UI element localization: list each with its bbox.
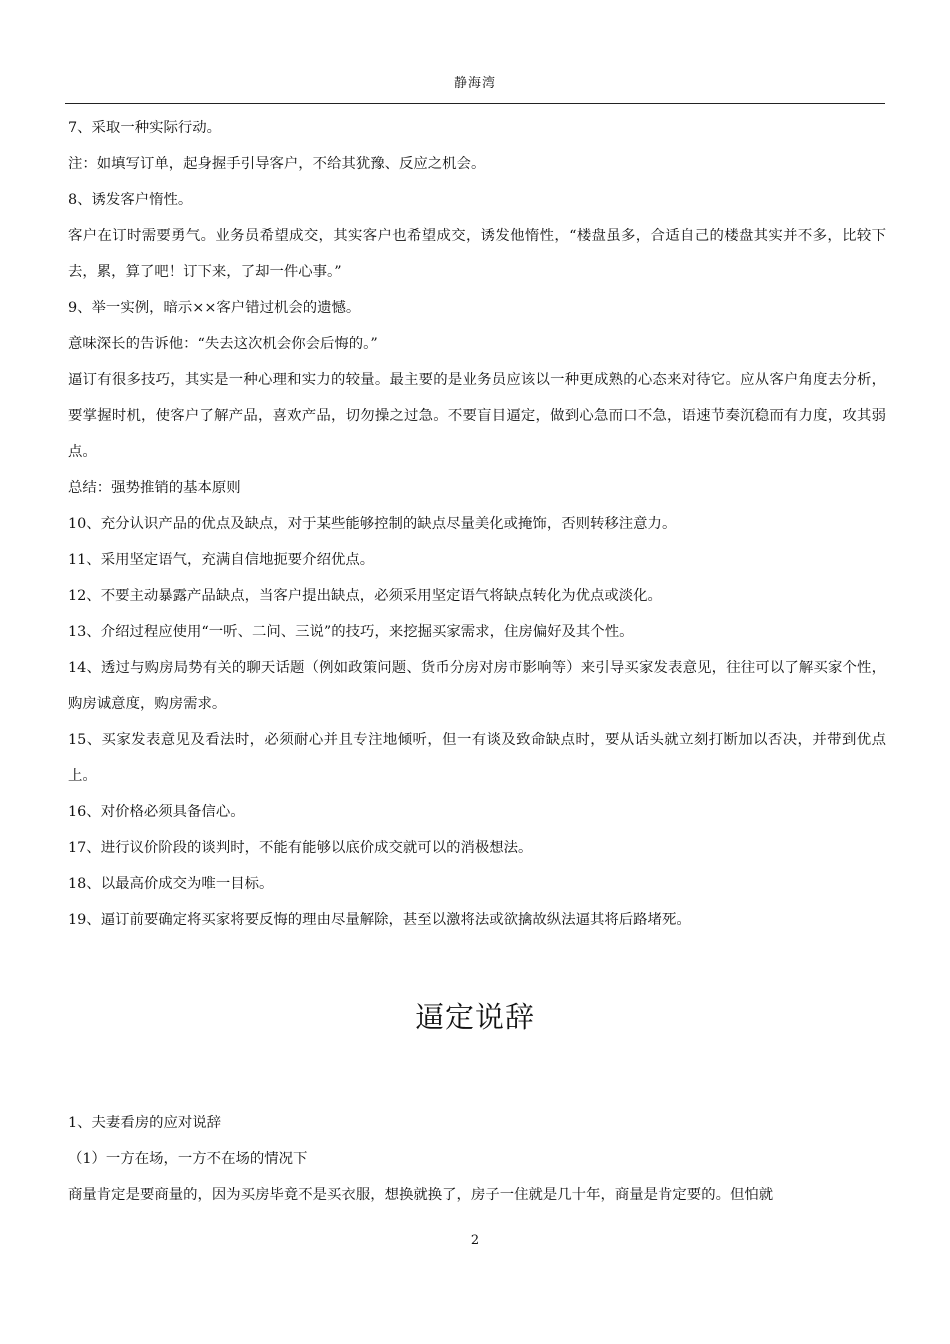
paragraph: 15、买家发表意见及看法时，必须耐心并且专注地倾听，但一有谈及致命缺点时，要从话头就立刻打断加以否决，并带到优点上。 [68, 732, 886, 784]
document-body [68, 110, 886, 938]
section-body [68, 1105, 886, 1213]
paragraph: 13、介绍过程应使用“一听、二问、三说”的技巧，来挖掘买家需求，住房偏好及其个性。 [68, 624, 634, 640]
paragraph: 注：如填写订单，起身握手引导客户，不给其犹豫、反应之机会。 [68, 156, 486, 172]
paragraph: 总结：强势推销的基本原则 [68, 480, 241, 496]
paragraph: 意味深长的告诉他：“失去这次机会你会后悔的。” [68, 336, 378, 352]
header-divider [65, 103, 885, 104]
paragraph: 14、透过与购房局势有关的聊天话题（例如政策问题、货币分房对房市影响等）来引导买家发表意见，往往可以了解买家个性，购房诚意度，购房需求。 [68, 660, 886, 712]
paragraph: 客户在订时需要勇气。业务员希望成交，其实客户也希望成交，诱发他惰性，“楼盘虽多，合适自己的楼盘其实并不多，比较下去，累，算了吧！订下来，了却一件心事。” [68, 228, 886, 280]
paragraph: 19、逼订前要确定将买家将要反悔的理由尽量解除，甚至以激将法或欲擒故纵法逼其将后路堵死。 [68, 912, 691, 928]
page-number: 2 [470, 1233, 480, 1248]
paragraph: 9、举一实例，暗示××客户错过机会的遗憾。 [68, 300, 361, 316]
paragraph: 逼订有很多技巧，其实是一种心理和实力的较量。最主要的是业务员应该以一种更成熟的心态来对待它。应从客户角度去分析，要掌握时机，使客户了解产品，喜欢产品，切勿操之过急。不要盲目逼定，做到心急而口不急，语速节奏沉稳而有力度，攻其弱点。 [68, 372, 886, 460]
paragraph: 10、充分认识产品的优点及缺点，对于某些能够控制的缺点尽量美化或掩饰，否则转移注意力。 [68, 516, 677, 532]
paragraph: （1）一方在场，一方不在场的情况下 [68, 1151, 308, 1167]
section-title: 逼定说辞 [414, 1000, 535, 1034]
paragraph: 商量肯定是要商量的，因为买房毕竟不是买衣服，想换就换了，房子一住就是几十年，商量是肯定要的。但怕就 [68, 1187, 774, 1203]
paragraph: 18、以最高价成交为唯一目标。 [68, 876, 274, 892]
paragraph: 12、不要主动暴露产品缺点，当客户提出缺点，必须采用坚定语气将缺点转化为优点或淡化。 [68, 588, 662, 604]
paragraph: 1、夫妻看房的应对说辞 [68, 1115, 222, 1131]
paragraph: 16、对价格必须具备信心。 [68, 804, 245, 820]
paragraph: 8、诱发客户惰性。 [68, 192, 193, 208]
paragraph: 7、采取一种实际行动。 [68, 120, 222, 136]
paragraph: 17、进行议价阶段的谈判时，不能有能够以底价成交就可以的消极想法。 [68, 840, 533, 856]
page-header: 静海湾 [453, 76, 496, 91]
paragraph: 11、采用坚定语气，充满自信地扼要介绍优点。 [68, 552, 375, 568]
